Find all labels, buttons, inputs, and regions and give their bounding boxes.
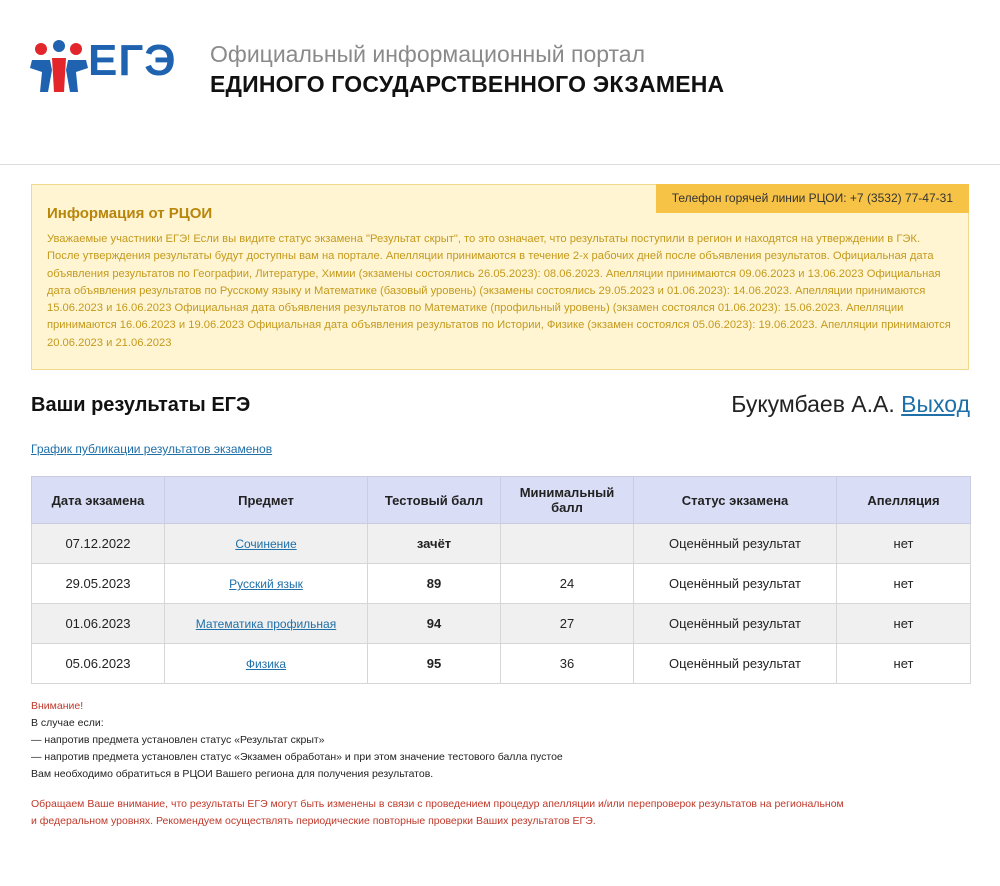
cell-score: зачёт [368, 524, 501, 564]
cell-date: 29.05.2023 [32, 564, 165, 604]
site-header [0, 0, 1000, 165]
cell-score: 94 [368, 604, 501, 644]
attention-block [31, 698, 563, 783]
table-header-row [32, 477, 971, 524]
cell-date: 05.06.2023 [32, 644, 165, 684]
subject-link[interactable]: Сочинение [235, 537, 297, 551]
cell-status: Оценённый результат [634, 604, 837, 644]
header-status: Статус экзамена [634, 477, 837, 524]
cell-min-score: 27 [501, 604, 634, 644]
cell-subject [165, 604, 368, 644]
cell-subject [165, 524, 368, 564]
cell-appeal: нет [837, 604, 971, 644]
info-title: Информация от РЦОИ [47, 205, 213, 222]
ege-logo[interactable] [28, 36, 177, 96]
cell-date: 07.12.2022 [32, 524, 165, 564]
cell-subject [165, 644, 368, 684]
logo-figure-icon [28, 40, 90, 96]
cell-min-score: 24 [501, 564, 634, 604]
header-score: Тестовый балл [368, 477, 501, 524]
portal-subtitle: Официальный информационный портал [210, 41, 646, 67]
hotline-badge: Телефон горячей линии РЦОИ: +7 (3532) 77-47-31 [656, 184, 969, 213]
user-box [731, 391, 970, 418]
cell-status: Оценённый результат [634, 564, 837, 604]
attention-line: В случае если: [31, 717, 104, 729]
attention-line: — напротив предмета установлен статус «Экзамен обработан» и при этом значение тестового балла пустое [31, 751, 563, 763]
cell-status: Оценённый результат [634, 644, 837, 684]
cell-appeal: нет [837, 644, 971, 684]
cell-subject [165, 564, 368, 604]
attention-title: Внимание! [31, 700, 84, 712]
notice-line: и федеральном уровнях. Рекомендуем осуществлять периодические повторные проверки Ваших результатов ЕГЭ. [31, 815, 596, 827]
results-title: Ваши результаты ЕГЭ [31, 394, 251, 416]
results-table [31, 476, 971, 684]
table-row [32, 564, 971, 604]
header-date: Дата экзамена [32, 477, 165, 524]
portal-title: ЕДИНОГО ГОСУДАРСТВЕННОГО ЭКЗАМЕНА [210, 71, 725, 97]
subject-link[interactable]: Физика [245, 657, 287, 671]
cell-appeal: нет [837, 524, 971, 564]
attention-line: — напротив предмета установлен статус «Результат скрыт» [31, 734, 325, 746]
logo-text: ЕГЭ [88, 36, 177, 85]
cell-score: 95 [368, 644, 501, 684]
table-row [32, 644, 971, 684]
cell-appeal: нет [837, 564, 971, 604]
schedule-link[interactable]: График публикации результатов экзаменов [31, 442, 273, 456]
logout-link[interactable]: Выход [901, 391, 970, 417]
cell-status: Оценённый результат [634, 524, 837, 564]
cell-score: 89 [368, 564, 501, 604]
info-text: Уважаемые участники ЕГЭ! Если вы видите статус экзамена "Результат скрыт", то это означает, что результаты поступили в регион и находятся на утверждении в ГЭК. После утверждения результаты будут доступны вам на портале. Апелляции принимаются в течение 2-х рабочих дней после объявления результатов. Официальная дата объявления результатов по Географии, Литературе, Химии (экзамены состоялись 26.05.2023): 08.06.2023. Апелляции принимаются 09.06.2023 и 13.06.2023 Официальная дата объявления результатов по Русскому языку и Математике (базовый уровень) (экзамены состоялись 29.05.2023 и 01.06.2023): 14.06.2023. Апелляции принимаются 15.06.2023 и 16.06.2023 Официальная дата объявления результатов по Математике (профильный уровень) (экзамен состоялся 01.06.2023): 15.06.2023. Апелляции принимаются 16.06.2023 и 19.06.2023 Официальная дата объявления результатов по Истории, Физике (экзамен состоялся 05.06.2023): 19.06.2023. Апелляции принимаются 20.06.2023 и 21.06.2023 [47, 233, 951, 349]
subject-link[interactable]: Русский язык [229, 577, 303, 591]
subject-link[interactable]: Математика профильная [195, 617, 337, 631]
header-subject: Предмет [165, 477, 368, 524]
user-name: Букумбаев А.А. [731, 391, 895, 417]
attention-line: Вам необходимо обратиться в РЦОИ Вашего региона для получения результатов. [31, 768, 434, 780]
header-min-score: Минимальный балл [501, 477, 634, 524]
table-row [32, 604, 971, 644]
rcoi-info-box [31, 184, 969, 370]
table-row [32, 524, 971, 564]
header-appeal: Апелляция [837, 477, 971, 524]
notice-block [31, 796, 931, 830]
cell-min-score: 36 [501, 644, 634, 684]
cell-date: 01.06.2023 [32, 604, 165, 644]
cell-min-score [501, 524, 634, 564]
notice-line: Обращаем Ваше внимание, что результаты ЕГЭ могут быть изменены в связи с проведением процедур апелляции и/или перепроверок результатов на региональном [31, 798, 844, 810]
